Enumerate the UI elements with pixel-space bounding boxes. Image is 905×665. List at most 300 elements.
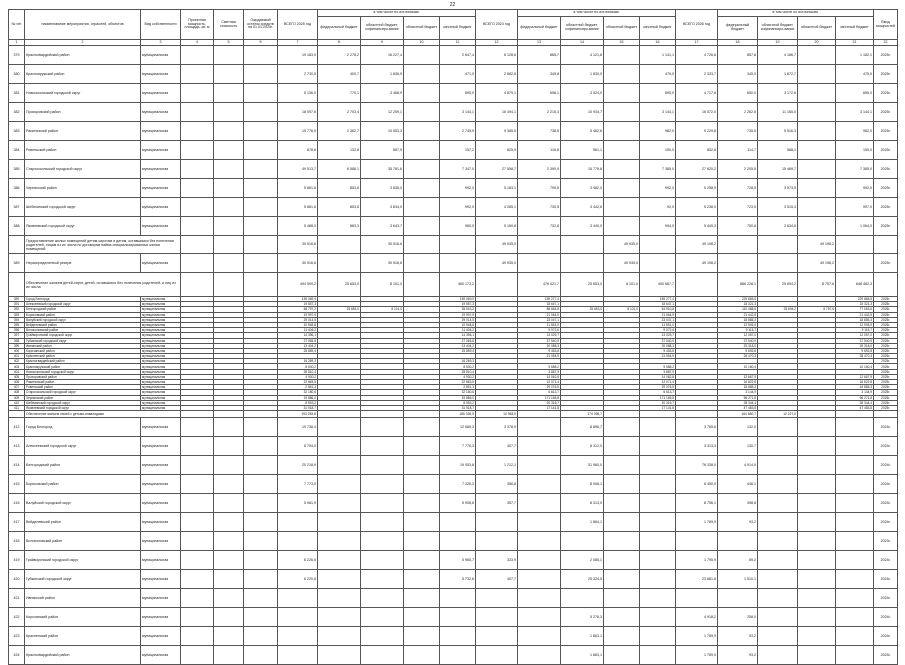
subtotal-value: 25 653,0 [561,273,604,297]
row-value: 5 681,6 [278,179,318,198]
row-value [518,532,561,551]
subtotal-value [836,411,874,418]
row-value [518,570,561,589]
row-value [244,608,278,627]
row-value: 229 865,5 [718,297,758,302]
subtotal-value [518,411,561,418]
row-value: 5 276,3 [561,608,604,627]
header-federal-2: федеральный бюджет [518,17,561,40]
row-name: Губкинский городской округ [25,570,141,589]
subtotal-value [244,236,278,254]
row-value: 997,0 [836,198,874,217]
row-value: 22 863,5 [440,380,476,385]
row-value [244,46,278,65]
row-value: 37 540,9 [518,338,561,343]
row-value: 76 338,0 [676,456,718,475]
row-ownership: муниципальная [141,307,181,312]
subtotal-name: Предоставление жилых помещений детям-сиротам и детям, оставшимся без попечения родителей, лицам из их числа по договорам найма специализированных жилых помещений [25,236,181,254]
row-value [404,160,440,179]
row-value [604,160,640,179]
row-value [676,589,718,608]
row-value: 9 453,6 [640,348,676,353]
row-value [758,627,798,646]
row-value [404,84,440,103]
row-name: Старооскольский городской округ [25,160,141,179]
column-number: 12 [476,40,518,46]
row-value: 5 965,7 [440,551,476,570]
table-row [9,103,898,122]
row-value [318,608,361,627]
row-value [798,217,836,236]
row-value [604,570,640,589]
row-value [604,513,640,532]
row-value [361,532,404,551]
row-value [318,551,361,570]
row-value: 357,7 [476,494,518,513]
row-value [181,141,214,160]
row-capacity-input: 2023г. [874,532,898,551]
row-value: 5 183,1 [476,179,518,198]
row-value: 1 182,1 [836,46,874,65]
row-number: 401 [9,354,25,359]
row-value: 852,8 [676,141,718,160]
row-value [214,551,244,570]
column-number: 20 [798,40,836,46]
row-value [361,513,404,532]
row-value: 25 318,0 [718,343,758,348]
row-value [214,179,244,198]
row-value [318,589,361,608]
row-value: 4 717,6 [676,84,718,103]
row-number: 408 [9,390,25,395]
table-row [9,513,898,532]
row-number: 422 [9,608,25,627]
row-ownership: муниципальная [141,328,181,333]
row-value: 2 362,7 [318,122,361,141]
row-value: 446,1 [718,475,758,494]
row-name: Новооскольский городской округ [25,369,141,374]
row-value [214,103,244,122]
column-number: 6 [244,40,278,46]
subtotal-value: 193 283,8 [278,411,318,418]
header-regional-1: областной бюджет [404,17,440,40]
row-number: 382 [9,103,25,122]
row-value: 18 647,1 [640,302,676,307]
row-value [518,513,561,532]
row-capacity-input: 2024г. [874,456,898,475]
row-value: 4 186,7 [758,46,798,65]
row-value: 1 830,0 [561,65,604,84]
subtotal-value: 174 396,7 [561,411,604,418]
row-value: 10 653,3 [361,122,404,141]
row-value [640,589,676,608]
row-value [640,513,676,532]
row-value: 16 822,8 [718,380,758,385]
row-value [440,532,476,551]
row-value: 9 588,2 [518,364,561,369]
row-capacity-input: 2025г. [874,160,898,179]
row-value: 20 088,3 [518,343,561,348]
column-number: 10 [404,40,440,46]
row-value [798,437,836,456]
row-value [404,198,440,217]
row-ownership: муниципальная [141,405,181,410]
row-value [214,217,244,236]
row-value [640,475,676,494]
row-ownership: муниципальная [141,359,181,364]
row-value: 345,0 [718,65,758,84]
row-value [604,532,640,551]
row-value: 992,0 [640,179,676,198]
row-name: Красненский район [25,354,141,359]
row-value: 2 333,7 [676,65,718,84]
row-number: 423 [9,627,25,646]
row-value: 790,5 [518,179,561,198]
row-value [798,65,836,84]
row-value: 29 014,5 [278,317,318,322]
subtotal-value [561,236,604,254]
row-value: 116,6 [518,141,561,160]
row-name: Красногвардейский район [25,46,141,65]
row-value: 35 043,2 [440,307,476,312]
row-ownership: муниципальная [141,84,181,103]
subtotal-value: 25 653,0 [318,273,361,297]
subtotal-value [214,273,244,297]
row-value: 25 859,4 [278,348,318,353]
row-value: 7 385,0 [640,160,676,179]
row-value: 3 887,9 [518,369,561,374]
row-number: 391 [9,302,25,307]
row-value [476,608,518,627]
row-value [404,103,440,122]
row-value: 28 510,4 [440,369,476,374]
header-total-2025: ВСЕГО 2025 год [278,10,318,40]
row-value: 19 886,0 [440,395,476,400]
row-value [244,179,278,198]
subtotal-value: 49 198,2 [798,236,836,254]
row-value [318,456,361,475]
row-ownership: муниципальная [141,364,181,369]
subtotal-value: 8 101,0 [604,273,640,297]
row-value: 5 462,6 [561,122,604,141]
row-value: 12 689,3 [440,418,476,437]
row-value: 728,5 [718,179,758,198]
row-value [318,418,361,437]
row-value [318,513,361,532]
subtotal-value [440,236,476,254]
row-value [214,570,244,589]
row-ownership: муниципальная [141,475,181,494]
row-value: 14 396,1 [440,333,476,338]
row-value: 15 469,7 [758,160,798,179]
table-row [9,608,898,627]
row-number: 399 [9,343,25,348]
row-value: 857,8 [718,46,758,65]
row-capacity-input: 2025г. [874,328,898,333]
row-value [181,589,214,608]
row-value [214,475,244,494]
table-row [9,646,898,665]
row-value [518,589,561,608]
row-capacity-input: 2024г. [874,437,898,456]
row-ownership: муниципальная [141,217,181,236]
row-number: 416 [9,494,25,513]
row-value: 9 072,6 [640,328,676,333]
row-value [836,551,874,570]
row-name: Красногвардейский район [25,646,141,665]
row-value [440,589,476,608]
row-ownership: муниципальная [141,456,181,475]
row-value: 9 115,7 [836,328,874,333]
row-number: 390 [9,297,25,302]
subtotal-value [404,411,440,418]
row-value: 9 385,5 [476,122,518,141]
row-capacity-input: 2025г. [874,322,898,327]
row-value [640,570,676,589]
column-number: 11 [440,40,476,46]
row-value [244,418,278,437]
row-number: 421 [9,589,25,608]
row-name: Красногвардейский район [25,359,141,364]
row-name: Губкинский городской округ [25,338,141,343]
row-value: 4 285,1 [476,198,518,217]
row-value: 6 613,7 [518,390,561,395]
row-value [440,608,476,627]
row-value: 27 820,2 [676,160,718,179]
row-value: 4 121,8 [561,46,604,65]
subtotal-value [318,236,361,254]
row-number: 402 [9,359,25,364]
row-value: 88 664,8 [518,307,561,312]
row-value: 25 324,5 [561,570,604,589]
header-regional-3: областной бюджет [798,17,836,40]
row-name: Ракитянский район [25,122,141,141]
row-ownership: муниципальная [141,141,181,160]
row-value [214,254,244,273]
subtotal-value [874,273,898,297]
row-value [640,254,676,273]
page-number: 22 [449,2,456,8]
row-value: 150,0 [836,141,874,160]
row-value [181,437,214,456]
row-value: 345,8 [518,65,561,84]
subtotal-value [318,411,361,418]
row-capacity-input: 2025г. [874,312,898,317]
row-value [518,475,561,494]
row-value: 735,5 [718,122,758,141]
row-value [798,589,836,608]
row-value [404,513,440,532]
row-value: 2 682,8 [476,65,518,84]
row-value [244,646,278,665]
row-value: 5 908,6 [440,494,476,513]
row-value [836,494,874,513]
row-value: 96 271,8 [836,395,874,400]
row-name: Яковлевский городской округ [25,217,141,236]
subtotal-value: 460 173,2 [440,273,476,297]
header-federal-1: федеральный бюджет [318,17,361,40]
row-value: 15 776,9 [278,122,318,141]
row-value [404,418,440,437]
row-value [758,437,798,456]
row-value: 21 064,9 [518,312,561,317]
row-value: 8 908,1 [561,475,604,494]
row-value: 93,2 [718,646,758,665]
row-value: 18 885,3 [718,317,758,322]
row-value: 1 141,1 [640,46,676,65]
row-name: Валуйский городской округ [25,494,141,513]
row-ownership: муниципальная [141,122,181,141]
row-name: Грайворонский городской округ [25,551,141,570]
row-value: 1 795,9 [676,551,718,570]
row-number: 380 [9,65,25,84]
table-row [9,122,898,141]
row-ownership: муниципальная [141,322,181,327]
row-value: 11 551,0 [518,322,561,327]
column-number: 22 [874,40,898,46]
row-value [404,532,440,551]
row-number: 389 [9,254,25,273]
row-number: 383 [9,122,25,141]
row-value [604,418,640,437]
subtotal-value [874,411,898,418]
row-value [604,608,640,627]
row-name: Алексеевский городской округ [25,437,141,456]
row-capacity-input: 2025г. [874,307,898,312]
row-value [244,103,278,122]
row-value: 19 557,3 [440,302,476,307]
row-value: 37 540,9 [836,338,874,343]
row-value: 1 769,9 [676,513,718,532]
row-value: 7 776,3 [440,437,476,456]
row-value: 1 769,9 [676,646,718,665]
subtotal-value: 886 228,1 [718,273,758,297]
row-value [798,456,836,475]
row-ownership: муниципальная [141,627,181,646]
row-value: 30 516,6 [361,254,404,273]
row-value: 37 540,9 [640,338,676,343]
row-value: 15 779,8 [561,160,604,179]
row-value: 3 440,0 [561,217,604,236]
row-value [244,217,278,236]
row-value [181,418,214,437]
table-row [9,475,898,494]
row-value [244,122,278,141]
row-name: Волоконовский район [25,532,141,551]
row-ownership: муниципальная [141,400,181,405]
row-value [518,437,561,456]
row-value: 12 905,9 [718,322,758,327]
row-value: 96 271,8 [718,395,758,400]
header-capacity-input: Ввод мощностей [874,10,898,40]
row-value: 49 935,0 [476,254,518,273]
row-value: 2 703,4 [318,103,361,122]
row-name: Корочанский район [25,348,141,353]
row-value: 561,1 [561,141,604,160]
row-value: 8 530,2 [440,364,476,369]
row-value: 8 757,6 [798,307,836,312]
row-value [181,570,214,589]
row-value [718,589,758,608]
row-value [640,456,676,475]
row-value [361,589,404,608]
row-value: 229 865,5 [836,297,874,302]
row-value [758,475,798,494]
row-value: 895,0 [640,84,676,103]
row-value: 1 863,1 [561,646,604,665]
row-value: 28 344,4 [836,400,874,405]
row-name: Прохоровский район [25,103,141,122]
header-sources-2: в том числе по источникам: [518,10,676,17]
row-value [214,437,244,456]
row-number: 411 [9,405,25,410]
row-capacity-input: 2024г. [874,418,898,437]
row-value: 8 101,0 [604,307,640,312]
row-value: 8 953,2 [278,400,318,405]
row-name: Борисовский район [25,312,141,317]
row-value: 29 076,5 [640,385,676,390]
row-value: 12 071,4 [518,380,561,385]
row-ownership: муниципальная [141,46,181,65]
row-value [318,254,361,273]
row-value: 25 318,0 [836,343,874,348]
row-capacity-input: 2024г. [874,494,898,513]
subtotal-value: 450 667,7 [640,273,676,297]
row-value [758,254,798,273]
row-value: 3 515,3 [758,198,798,217]
budget-table [8,9,898,665]
subtotal-row [9,273,898,297]
row-name: Белгородский район [25,307,141,312]
row-value [361,646,404,665]
row-value: 992,0 [836,179,874,198]
row-value: 960,0 [440,217,476,236]
row-value: 20 218,9 [278,456,318,475]
row-value: 3 836,0 [361,179,404,198]
row-capacity-input: 2025г. [874,297,898,302]
row-value: 13 404,2 [440,343,476,348]
subtotal-value [181,273,214,297]
header-regional-co-1: областной бюджет, софинансиро-вание [361,17,404,40]
row-value: 3 634,6 [758,217,798,236]
row-capacity-input: 2025г. [874,380,898,385]
row-value: 19 053,8 [440,456,476,475]
header-regional-2: областной бюджет [604,17,640,40]
row-value: 895,0 [836,84,874,103]
column-number: 7 [278,40,318,46]
row-value [561,254,604,273]
row-value [214,418,244,437]
row-value: 9 588,2 [640,364,676,369]
row-value [561,589,604,608]
row-name: Нераспределенный резерв [25,254,141,273]
row-value [181,65,214,84]
row-value [604,456,640,475]
row-value: 750,8 [718,217,758,236]
row-number [9,236,25,254]
row-capacity-input: 2025г. [874,338,898,343]
row-value: 994,0 [640,217,676,236]
row-value: 2 851,3 [278,385,318,390]
column-number: 16 [640,40,676,46]
row-name: Вейделевский район [25,513,141,532]
row-value: 8 896,7 [561,418,604,437]
row-value: 992,0 [440,179,476,198]
table-row [9,589,898,608]
row-value [181,84,214,103]
row-number: 385 [9,160,25,179]
row-number: 424 [9,646,25,665]
